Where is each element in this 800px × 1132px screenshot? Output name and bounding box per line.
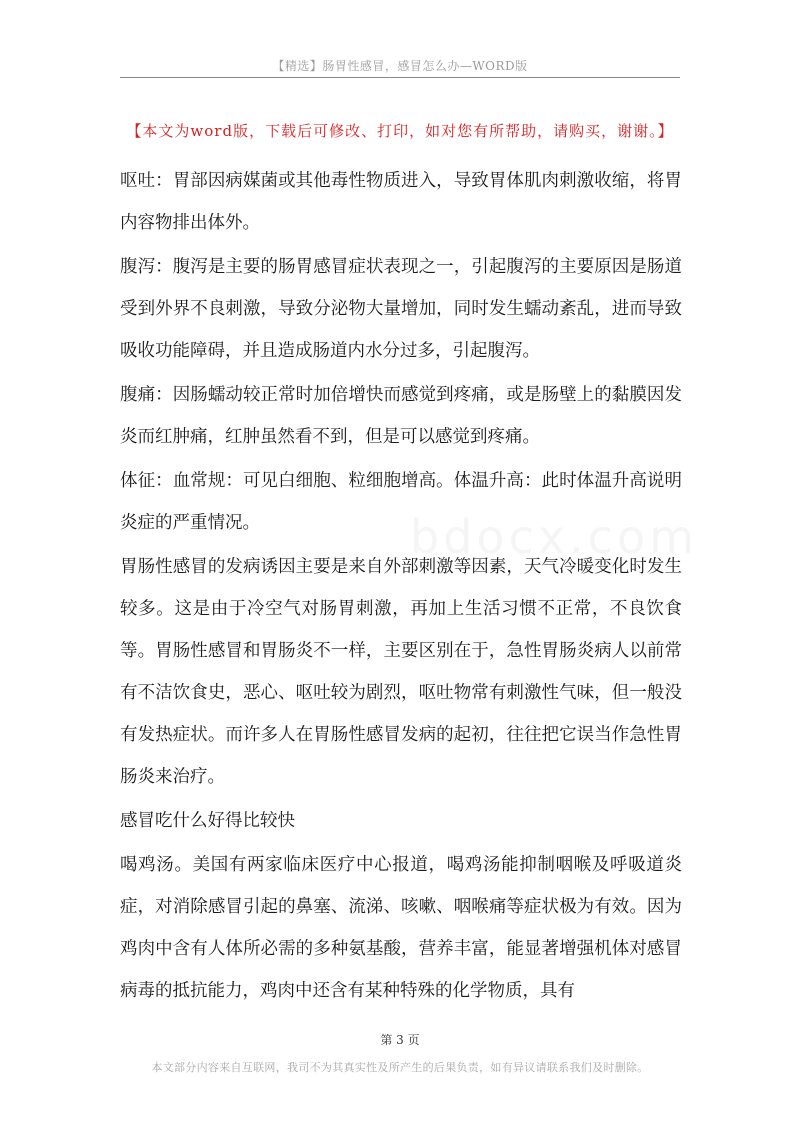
section-heading: 感冒吃什么好得比较快 (120, 811, 295, 831)
page-number: 第 3 页 (380, 1033, 420, 1047)
page-footer: 本文部分内容来自互联网，我司不为其真实性及所产生的后果负责，如有异议请联系我们及时删除。 (151, 1061, 649, 1074)
download-notice: 【本文为word版，下载后可修改、打印，如对您有所帮助，请购买，谢谢。】 (126, 122, 674, 140)
paragraph-signs: 体征：血常规：可见白细胞、粒细胞增高。体温升高：此时体温升高说明炎症的严重情况。 (120, 471, 682, 533)
paragraph-causes: 胃肠性感冒的发病诱因主要是来自外部刺激等因素，天气冷暖变化时发生较多。这是由于冷空气对肠胃刺激，再加上生活习惯不正常，不良饮食等。胃肠性感冒和胃肠炎不一样，主要区别在于，急性胃肠炎病人以前常有不洁饮食史，恶心、呕吐较为剧烈，呕吐物常有刺激性气味，但一般没有发热症状。而许多人在胃肠性感冒发病的起初，往往把它误当作急性胃肠炎来治疗。 (120, 557, 682, 787)
page-header: 【精选】肠胃性感冒，感冒怎么办—WORD版 (272, 59, 528, 73)
watermark: bdocx.com (410, 510, 698, 564)
header-divider (120, 77, 680, 78)
document-body (120, 160, 682, 1014)
paragraph-abdominal-pain: 腹痛：因肠蠕动较正常时加倍增快而感觉到疼痛，或是肠壁上的黏膜因发炎而红肿痛，红肿虽然看不到，但是可以感觉到疼痛。 (120, 385, 682, 447)
paragraph-diarrhea: 腹泻：腹泻是主要的肠胃感冒症状表现之一，引起腹泻的主要原因是肠道受到外界不良刺激，导致分泌物大量增加，同时发生蠕动紊乱，进而导致吸收功能障碍，并且造成肠道内水分过多，引起腹泻。 (120, 257, 682, 361)
paragraph-vomiting: 呕吐：胃部因病媒菌或其他毒性物质进入，导致胃体肌肉刺激收缩，将胃内容物排出体外。 (120, 171, 682, 233)
paragraph-chicken-soup: 喝鸡汤。美国有两家临床医疗中心报道，喝鸡汤能抑制咽喉及呼吸道炎症，对消除感冒引起的鼻塞、流涕、咳嗽、咽喉痛等症状极为有效。因为鸡肉中含有人体所必需的多种氨基酸，营养丰富，能显著增强机体对感冒病毒的抵抗能力，鸡肉中还含有某种特殊的化学物质，具有 (120, 855, 682, 1001)
